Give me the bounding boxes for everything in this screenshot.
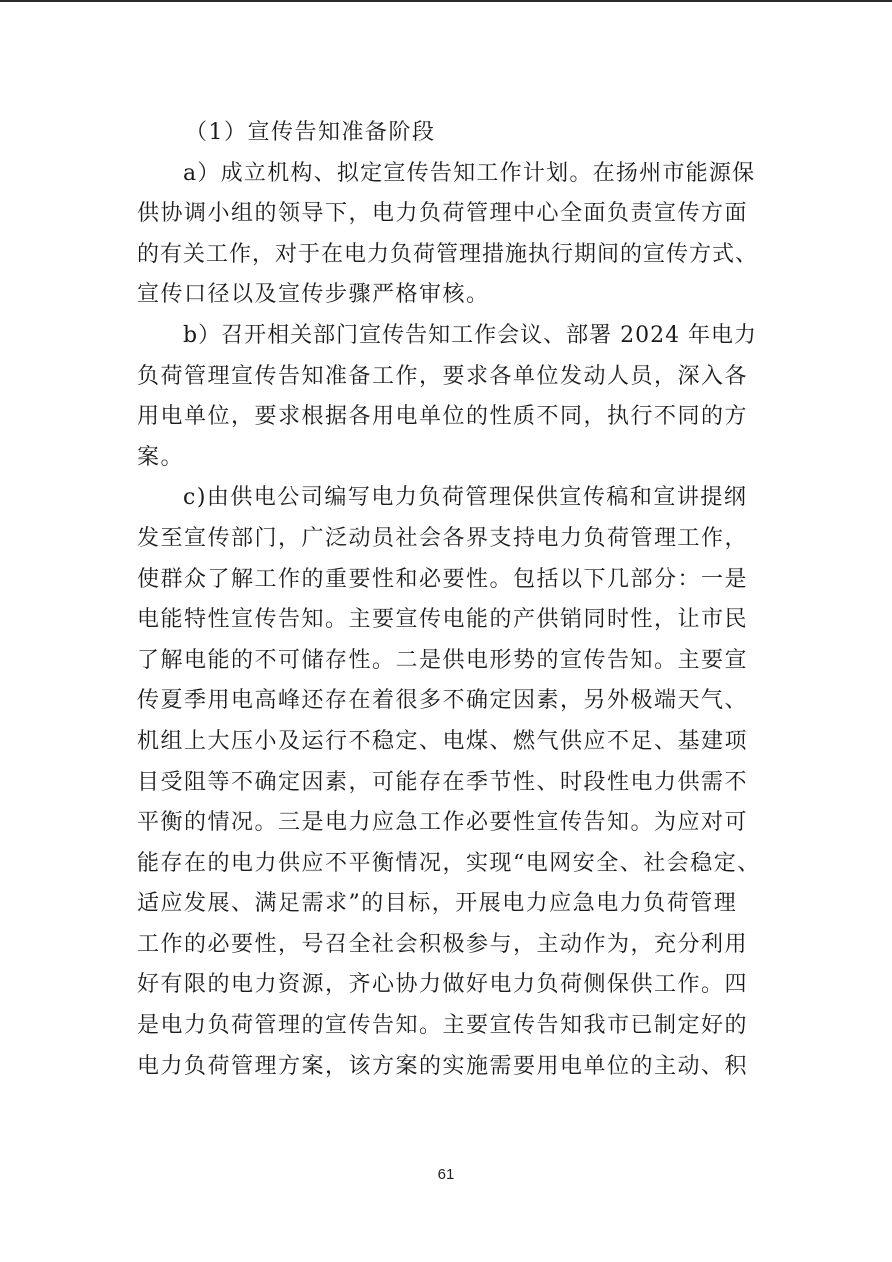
paragraph-a-line: 的有关工作，对于在电力负荷管理措施执行期间的宣传方式、 [137, 241, 759, 267]
paragraph-b-line: 用电单位，要求根据各用电单位的性质不同，执行不同的方 [137, 404, 749, 430]
paragraph-c-line: c)由供电公司编写电力负荷管理保供宣传稿和宣讲提纲 [183, 485, 748, 511]
paragraph-c-line: 机组上大压小及运行不稳定、电煤、燃气供应不足、基建项 [137, 728, 749, 754]
paragraph-c [137, 478, 761, 1087]
paragraph-c-line: 电能特性宣传告知。主要宣传电能的产供销同时性，让市民 [137, 607, 749, 633]
paragraph-c-line: 能存在的电力供应不平衡情况，实现“电网安全、社会稳定、 [137, 850, 761, 876]
paragraph-c-line: 使群众了解工作的重要性和必要性。包括以下几部分：一是 [137, 566, 749, 592]
paragraph-c-line: 好有限的电力资源，齐心协力做好电力负荷侧保供工作。四 [137, 972, 749, 998]
paragraph-c-line: 适应发展、满足需求”的目标，开展电力应急电力负荷管理 [137, 891, 738, 917]
paragraph-a-line: a）成立机构、拟定宣传告知工作计划。在扬州市能源保 [183, 160, 756, 186]
paragraph-b-line: 负荷管理宣传告知准备工作，要求各单位发动人员，深入各 [137, 363, 749, 389]
paragraph-c-line: 是电力负荷管理的宣传告知。主要宣传告知我市已制定好的 [137, 1013, 749, 1039]
paragraph-b-line: 案。 [137, 444, 185, 470]
paragraph-c-line: 发至宣传部门，广泛动员社会各界支持电力负荷管理工作， [137, 525, 749, 551]
paragraph-c-line: 平衡的情况。三是电力应急工作必要性宣传告知。为应对可 [137, 810, 749, 836]
top-border-line [0, 0, 892, 2]
paragraph-c-line: 目受阻等不确定因素，可能存在季节性、时段性电力供需不 [137, 769, 749, 795]
paragraph-c-line: 电力负荷管理方案，该方案的实施需要用电单位的主动、积 [137, 1053, 749, 1079]
paragraph-c-line: 工作的必要性，号召全社会积极参与，主动作为，充分利用 [137, 931, 749, 957]
paragraph-c-line: 传夏季用电高峰还存在着很多不确定因素，另外极端天气、 [137, 688, 749, 714]
section-heading: （1）宣传告知准备阶段 [185, 120, 436, 145]
document-body [137, 113, 761, 1087]
paragraph-a [137, 154, 761, 316]
paragraph-c-line: 了解电能的不可储存性。二是供电形势的宣传告知。主要宣 [137, 647, 749, 673]
paragraph-b-line: b）召开相关部门宣传告知工作会议、部署 2024 年电力 [183, 322, 758, 348]
paragraph-a-line: 供协调小组的领导下，电力负荷管理中心全面负责宣传方面 [137, 201, 749, 227]
page-number: 61 [437, 1166, 455, 1183]
paragraph-a-line: 宣传口径以及宣传步骤严格审核。 [137, 282, 490, 308]
paragraph-b [137, 316, 761, 478]
